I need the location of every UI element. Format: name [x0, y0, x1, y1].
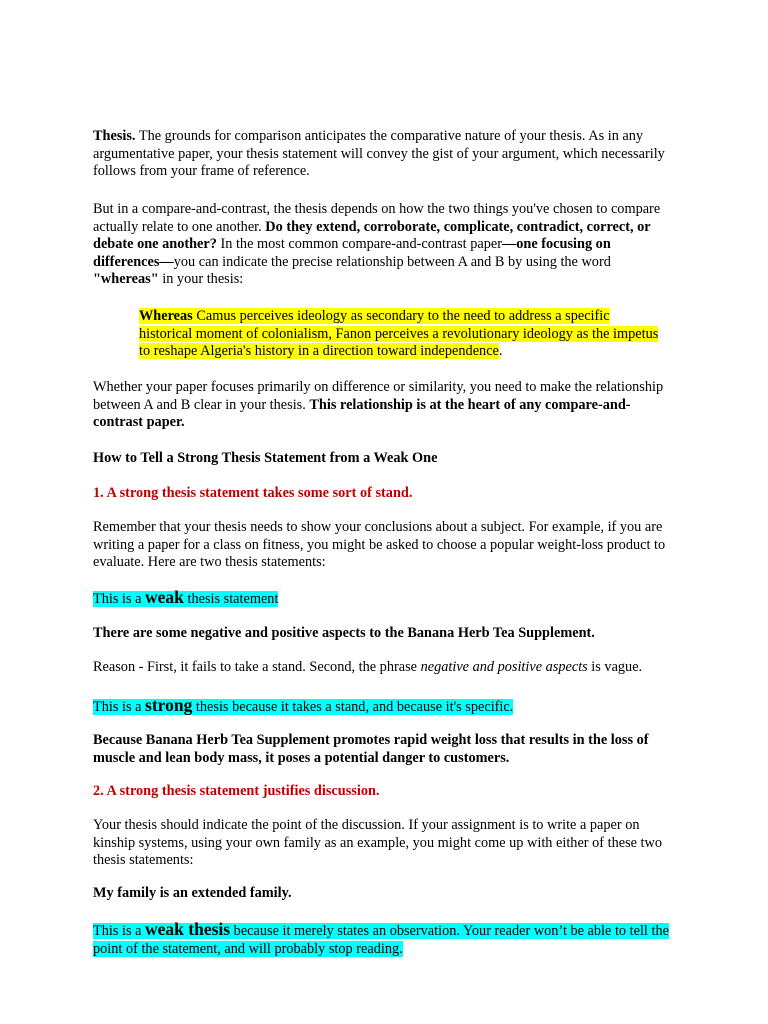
- relationship-bold: This relationship is at the heart of any compare-and-contrast paper.: [93, 396, 631, 431]
- weak-label-1-keyword: weak: [145, 587, 184, 607]
- compare-text-3: you can indicate the precise relationship between A and B by using the word: [173, 253, 611, 270]
- strong-label-1-keyword: strong: [145, 695, 193, 715]
- relationship-text: Whether your paper focuses primarily on difference or similarity, you need to make the relationship between A and B clear in your thesis.: [93, 379, 664, 413]
- kinship-paragraph: Your thesis should indicate the point of the discussion. If your assignment is to write a paper on kinship systems, using your own family as an example, you might come up with either of these two thesis statements:: [93, 817, 663, 869]
- weak-label-1: [93, 589, 673, 609]
- thesis-text: The grounds for comparison anticipates the comparative nature of your thesis. As in any argumentative paper, your thesis statement will convey the gist of your argument, which necessarily follows from your frame of reference.: [93, 128, 665, 180]
- compare-text-1: But in a compare-and-contrast, the thesis depends on how the two things you've chosen to compare actually relate to one another.: [93, 201, 661, 235]
- thesis-paragraph: [93, 128, 673, 181]
- reason-italic: negative and positive aspects: [420, 659, 588, 675]
- example-statement-2: Because Banana Herb Tea Supplement promotes rapid weight loss that results in the loss of muscle and lean body mass, it poses a potential danger to customers.: [93, 732, 649, 766]
- weak-label-2-post: because it merely states an observation. Your reader won’t be able to tell the point of the statement, and will probably stop reading.: [93, 923, 669, 957]
- whereas-example-quote: [139, 308, 659, 361]
- relationship-paragraph: [93, 379, 673, 432]
- strong-label-1-pre: This is a: [93, 699, 146, 715]
- weak-label-2-highlight: [93, 919, 669, 957]
- section-heading: How to Tell a Strong Thesis Statement from a Weak One: [93, 450, 438, 466]
- example-statement-1: There are some negative and positive aspects to the Banana Herb Tea Supplement.: [93, 625, 595, 641]
- quote-lead: Whereas: [139, 308, 193, 324]
- rule-2-heading: 2. A strong thesis statement justifies discussion.: [93, 783, 380, 799]
- compare-text-4: in your thesis:: [158, 271, 244, 288]
- strong-label-1-post: thesis because it takes a stand, and because it's specific.: [192, 699, 514, 715]
- weak-label-2-keyword: weak thesis: [145, 919, 231, 939]
- example-statement-3: My family is an extended family.: [93, 885, 292, 901]
- quote-text: Camus perceives ideology as secondary to the need to address a specific historical moment of colonialism, Fanon perceives a revolutionary ideology as the impetus to reshape Algeria's history in a direction toward independence: [139, 308, 659, 360]
- weak-label-1-highlight: [93, 587, 279, 607]
- compare-text-2: In the most common compare-and-contrast paper: [216, 236, 502, 253]
- strong-label-1-highlight: [93, 695, 514, 715]
- compare-bold-question: Do they extend, corroborate, complicate, contradict, correct, or debate one another?: [93, 218, 651, 253]
- reason-pre: Reason - First, it fails to take a stand. Second, the phrase: [93, 659, 421, 675]
- quote-end: .: [498, 343, 503, 360]
- weak-label-2-pre: This is a: [93, 923, 146, 939]
- strong-label-1: [93, 697, 673, 717]
- compare-paragraph: [93, 201, 673, 289]
- weak-label-1-pre: This is a: [93, 591, 146, 607]
- weak-label-2: [93, 921, 673, 958]
- rule-1-heading: 1. A strong thesis statement takes some sort of stand.: [93, 485, 413, 501]
- weak-label-1-post: thesis statement: [183, 591, 279, 607]
- reason-post: is vague.: [587, 659, 643, 675]
- reason-paragraph: [93, 659, 673, 677]
- compare-bold-differences: —one focusing on differences—: [93, 236, 611, 270]
- fitness-paragraph: Remember that your thesis needs to show your conclusions about a subject. For example, if you are writing a paper for a class on fitness, you might be asked to choose a popular weight-loss product to evaluate. Here are two thesis statements:: [93, 519, 666, 571]
- quote-highlight: [139, 308, 658, 359]
- thesis-lead: Thesis.: [93, 128, 136, 144]
- compare-bold-whereas: "whereas": [93, 271, 159, 288]
